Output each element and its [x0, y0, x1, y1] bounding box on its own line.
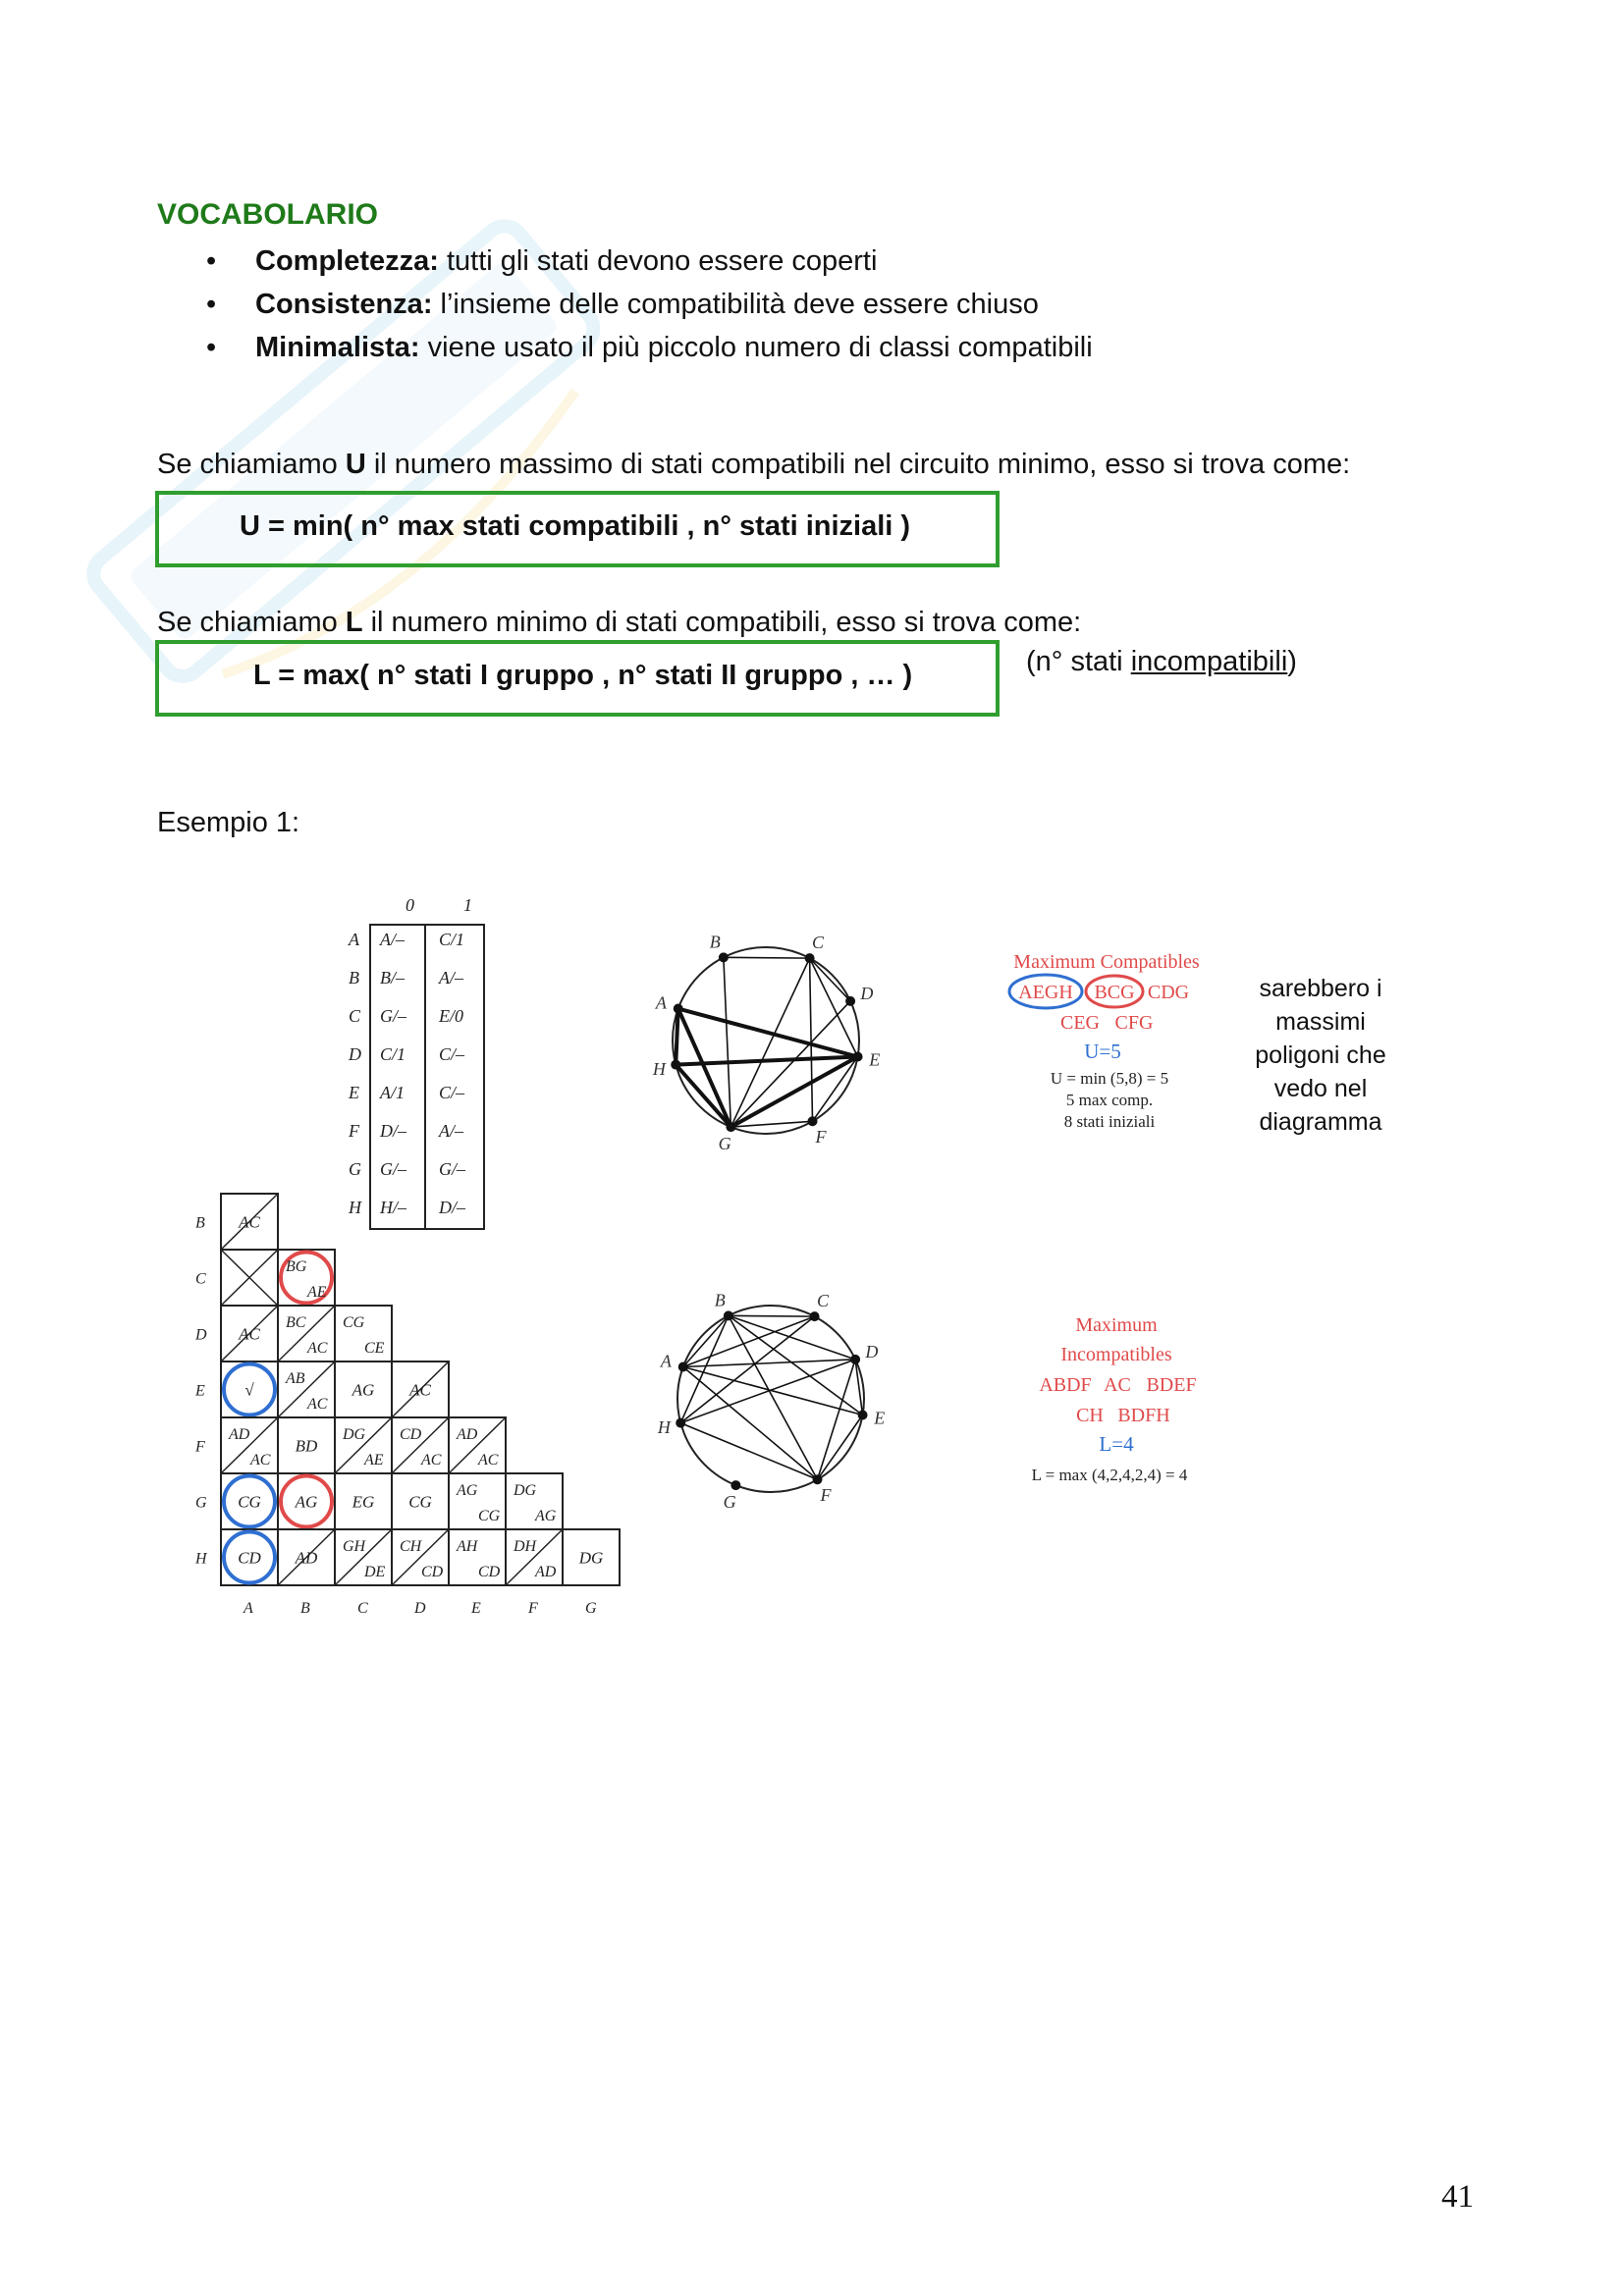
flow-col-header-1: 1 [463, 895, 472, 915]
graph-node [805, 953, 815, 963]
graph-node-label: E [869, 1049, 881, 1070]
implication-cell-line: AC [478, 1452, 499, 1468]
implication-col-label: D [414, 1600, 426, 1617]
l-formula-box: L = max( n° stati I gruppo , n° stati II gruppo , … ) [155, 640, 1000, 717]
graph-node [813, 1474, 823, 1484]
maximum-compatibles-note [987, 942, 1227, 1148]
flow-cell: A/– [439, 1121, 463, 1141]
implication-cell-line: CH [400, 1538, 422, 1555]
incompatible-class: AC [1104, 1374, 1131, 1396]
compatible-class: AEGH [1018, 982, 1073, 1003]
implication-cell-line: DH [514, 1538, 537, 1555]
graph-edge [680, 1316, 814, 1422]
implication-cell-line: AC [250, 1452, 271, 1468]
u-value: U=5 [1084, 1040, 1121, 1063]
u-detail: 5 max comp. [1065, 1091, 1154, 1109]
flow-and-implication-tables [191, 874, 643, 1620]
implication-cell-line: CD [478, 1564, 501, 1580]
graph-edge [729, 1315, 815, 1316]
flow-row-state: H [349, 1198, 361, 1217]
flow-cell: D/– [439, 1198, 465, 1217]
implication-cell-line: CD [421, 1564, 444, 1580]
graph-edge [678, 1009, 858, 1057]
flow-row-state: C [349, 1006, 361, 1026]
graph-node-label: H [657, 1417, 671, 1438]
implication-cell-text: AG [295, 1492, 318, 1512]
implication-cell-line: AG [457, 1482, 478, 1499]
flow-row-state: A [349, 930, 359, 949]
compatibility-graph [638, 918, 893, 1163]
graph-edge [810, 958, 850, 1001]
flow-cell: G/– [439, 1159, 465, 1179]
graph-edge [683, 1315, 729, 1366]
implication-col-label: E [471, 1600, 481, 1617]
incompatible-class: BDEF [1146, 1374, 1197, 1396]
graph-node [850, 1355, 860, 1364]
implication-cell-text: AC [239, 1324, 260, 1344]
graph-edge [676, 1065, 730, 1127]
implication-cell-line: AC [307, 1396, 328, 1413]
implication-cell-text: √ [244, 1380, 254, 1400]
graph-node-label: D [860, 984, 874, 1004]
implication-row-label: H [195, 1550, 207, 1568]
implication-cell-line: BC [286, 1314, 306, 1331]
graph-edge [676, 1009, 677, 1065]
implication-col-label: G [585, 1600, 597, 1617]
graph-edge [724, 957, 731, 1127]
graph-edge [729, 1315, 818, 1479]
graph-node [853, 1051, 863, 1061]
implication-cell-line: CD [400, 1426, 422, 1443]
list-item: • Completezza: tutti gli stati devono essere coperti [206, 245, 878, 277]
compatible-class: CFG [1114, 1012, 1154, 1034]
compatible-class: CDG [1147, 982, 1190, 1003]
incompatible-class: BDFH [1117, 1405, 1170, 1426]
l-definition: Se chiamiamo L il numero minimo di stati compatibili, esso si trova come: [157, 607, 1082, 638]
graph-node-label: G [723, 1491, 736, 1512]
flow-cell: H/– [380, 1198, 406, 1217]
graph-node-label: C [812, 933, 825, 953]
example-label: Esempio 1: [157, 807, 300, 838]
l-calc: L = max (4,2,4,2,4) = 4 [1031, 1466, 1188, 1484]
flow-row-state: F [349, 1121, 359, 1141]
graph-edge [818, 1415, 863, 1479]
flow-cell: B/– [380, 968, 405, 988]
implication-cell-line: AC [307, 1340, 328, 1357]
implication-cell-line: CG [478, 1508, 501, 1524]
implication-cell-text: DG [578, 1548, 604, 1568]
graph-node-label: A [660, 1351, 672, 1371]
flow-row-state: G [349, 1159, 361, 1179]
flow-col-header-0: 0 [406, 895, 414, 915]
implication-row-label: C [195, 1270, 206, 1288]
flow-cell: C/– [439, 1044, 465, 1064]
implication-cell-line: DG [343, 1426, 366, 1443]
flow-cell: C/– [439, 1083, 465, 1102]
graph-node-label: B [714, 1290, 726, 1310]
graph-node [674, 1004, 683, 1014]
graph-node [845, 996, 855, 1006]
implication-col-label: C [357, 1600, 368, 1617]
implication-col-label: B [300, 1600, 310, 1617]
flow-cell: C/1 [439, 930, 465, 949]
graph-edge [730, 1056, 857, 1127]
implication-cell-line: DG [514, 1482, 537, 1499]
implication-cell-line: GH [343, 1538, 366, 1555]
implication-cell-text: AD [295, 1548, 318, 1568]
implication-cell-line: AE [364, 1452, 384, 1468]
side-note: sarebbero i massimi poligoni che vedo nel diagramma [1255, 975, 1386, 1136]
graph-edge [724, 957, 810, 958]
page-number: 41 [1441, 2179, 1474, 2215]
graph-edge [729, 1315, 855, 1359]
graph-node-label: A [655, 992, 667, 1013]
implication-cell-text: BD [295, 1436, 318, 1456]
u-definition: Se chiamiamo U il numero massimo di stati compatibili nel circuito minimo, esso si trova come: [157, 449, 1351, 480]
implication-row-label: F [195, 1438, 205, 1456]
graph-edge [683, 1316, 815, 1366]
compatibles-title: Maximum Compatibles [1013, 951, 1200, 973]
u-detail: 8 stati iniziali [1063, 1112, 1156, 1131]
implication-cell-text: AC [239, 1212, 260, 1232]
graph-node [808, 1116, 818, 1126]
implication-row-label: D [195, 1326, 207, 1344]
compatible-class: CEG [1060, 1012, 1100, 1034]
graph-node-label: D [865, 1342, 879, 1362]
implication-cell-line: DE [364, 1564, 386, 1580]
implication-row-label: B [195, 1214, 205, 1232]
graph-node-label: C [817, 1291, 830, 1311]
graph-node-label: E [874, 1408, 886, 1428]
vocabulary-list [157, 240, 1093, 369]
u-calc: U = min (5,8) = 5 [1050, 1069, 1169, 1088]
implication-cell-line: AD [457, 1426, 478, 1443]
implication-cell-text: AC [409, 1380, 431, 1400]
implication-cell-text: CG [408, 1492, 432, 1512]
flow-row-state: B [349, 968, 359, 988]
flow-cell: E/0 [439, 1006, 463, 1026]
graph-edge [680, 1423, 817, 1480]
implication-col-label: A [243, 1600, 253, 1617]
incompatibles-title: Maximum [1075, 1314, 1158, 1336]
incompatible-class: ABDF [1039, 1374, 1092, 1396]
flow-cell: A/– [380, 930, 405, 949]
maximum-incompatibles-note [987, 1306, 1227, 1502]
u-formula-box: U = min( n° max stati compatibili , n° stati iniziali ) [155, 491, 1000, 567]
implication-cell-line: AC [421, 1452, 442, 1468]
graph-node-label: B [709, 932, 721, 952]
flow-cell: A/1 [380, 1083, 405, 1102]
flow-cell: A/– [439, 968, 463, 988]
list-item: • Consistenza: l’insieme delle compatibilità deve essere chiuso [206, 289, 1039, 320]
implication-cell-line: CE [364, 1340, 385, 1357]
implication-cell-line: BG [286, 1258, 307, 1275]
flow-row-state: E [349, 1083, 359, 1102]
implication-cell-line: CG [343, 1314, 365, 1331]
graph-edge [813, 1056, 858, 1121]
implication-row-label: E [195, 1382, 205, 1400]
graph-node [719, 952, 729, 962]
implication-cell-text: AG [352, 1380, 375, 1400]
implication-cell-text: CD [238, 1548, 261, 1568]
graph-node [676, 1418, 685, 1428]
graph-node [671, 1060, 680, 1070]
graph-node [726, 1122, 735, 1132]
graph-node-label: G [718, 1133, 731, 1153]
graph-edge [683, 1367, 863, 1415]
graph-edge [730, 1001, 850, 1127]
graph-node [724, 1310, 733, 1320]
section-heading: VOCABOLARIO [157, 198, 378, 231]
graph-edge [818, 1360, 856, 1479]
implication-row-label: G [195, 1494, 207, 1512]
flow-cell: G/– [380, 1006, 406, 1026]
flow-cell: G/– [380, 1159, 406, 1179]
implication-cell-line: AD [535, 1564, 557, 1580]
implication-cell-text: EG [352, 1492, 375, 1512]
implication-cell-line: AD [229, 1426, 250, 1443]
graph-node [730, 1480, 740, 1490]
implication-cell-line: AG [535, 1508, 557, 1524]
graph-node [858, 1410, 868, 1419]
implication-col-label: F [528, 1600, 538, 1617]
l-value: L=4 [1099, 1432, 1134, 1456]
graph-node-label: F [815, 1126, 827, 1147]
graph-node-label: F [820, 1484, 832, 1505]
graph-node [678, 1362, 688, 1372]
flow-row-state: D [349, 1044, 361, 1064]
compatible-class: BCG [1094, 982, 1135, 1003]
list-item: • Minimalista: viene usato il più piccolo numero di classi compatibili [206, 332, 1093, 363]
graph-node [810, 1311, 820, 1321]
incompatible-class: CH [1076, 1405, 1104, 1426]
graph-node-label: H [652, 1059, 666, 1080]
incompatibles-title: Incompatibles [1060, 1344, 1172, 1365]
graph-edge [678, 1009, 731, 1128]
graph-edge [810, 958, 813, 1121]
incompatibility-graph [643, 1276, 898, 1522]
incompatibles-note: (n° stati incompatibili) [1026, 646, 1297, 677]
implication-cell-line: AE [307, 1284, 327, 1301]
implication-cell-line: AH [457, 1538, 478, 1555]
graph-edge [810, 958, 858, 1056]
implication-cell-text: CG [238, 1492, 261, 1512]
flow-cell: C/1 [380, 1044, 406, 1064]
implication-cell-line: AB [286, 1370, 305, 1387]
flow-cell: D/– [380, 1121, 406, 1141]
